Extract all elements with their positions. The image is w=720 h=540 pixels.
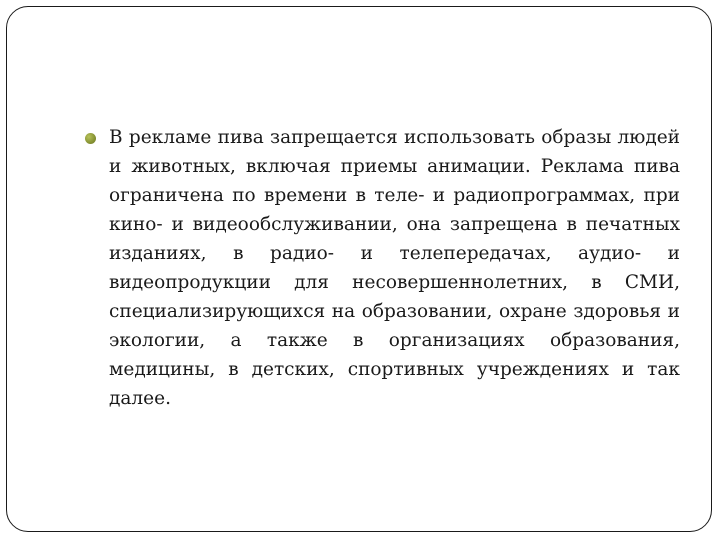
bullet-dot-icon (85, 133, 96, 144)
slide-frame (6, 6, 712, 532)
bullet-text: В рекламе пива запрещается использовать образы людей и животных, включая приемы анимации. Реклама пива ограничена по времени в теле- и радиопрограммах, при кино- и видеообслуживании, она запрещена в печатных изданиях, в радио- и телепередачах, аудио- и видеопродукции для несовершеннолетних, в СМИ, специализирующихся на образовании, охране здоровья и экологии, а также в организациях образования, медицины, в детских, спортивных учреждениях и так далее. (109, 127, 680, 409)
